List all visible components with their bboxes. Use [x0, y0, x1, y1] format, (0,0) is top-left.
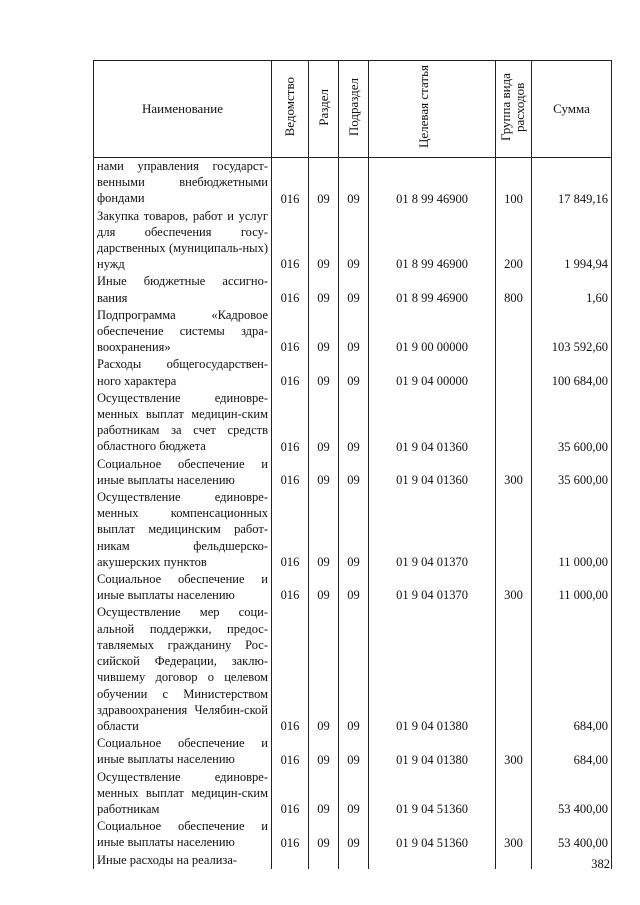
row-target: 01 8 99 46900 [369, 273, 496, 306]
row-name: Осуществление единовре-менных выплат медицин-ским работникам [94, 769, 272, 819]
row-section: 09 [309, 571, 339, 604]
row-group [496, 852, 532, 869]
table-row [94, 735, 612, 768]
row-dept: 016 [272, 489, 309, 571]
row-target: 01 9 04 51360 [369, 769, 496, 819]
row-section: 09 [309, 208, 339, 274]
row-group: 300 [496, 818, 532, 851]
table-row [94, 852, 612, 869]
row-group [496, 390, 532, 456]
header-name: Наименование [94, 61, 272, 158]
row-name: Расходы общегосударствен-ного характера [94, 356, 272, 389]
row-group: 300 [496, 571, 532, 604]
table-row [94, 307, 612, 357]
row-target: 01 8 99 46900 [369, 208, 496, 274]
row-dept: 016 [272, 390, 309, 456]
row-target: 01 9 04 01360 [369, 390, 496, 456]
row-group: 300 [496, 456, 532, 489]
row-sum: 100 684,00 [532, 356, 612, 389]
row-sum: 11 000,00 [532, 489, 612, 571]
row-subsection: 09 [339, 390, 369, 456]
row-target: 01 9 00 00000 [369, 307, 496, 357]
row-subsection: 09 [339, 456, 369, 489]
table-header-row [94, 61, 612, 158]
table-row [94, 604, 612, 735]
row-name: Социальное обеспечение и иные выплаты населению [94, 818, 272, 851]
table-row [94, 456, 612, 489]
row-dept: 016 [272, 571, 309, 604]
row-group [496, 489, 532, 571]
row-section: 09 [309, 390, 339, 456]
header-section: Раздел [309, 61, 339, 158]
table-row [94, 818, 612, 851]
row-subsection: 09 [339, 356, 369, 389]
row-subsection: 09 [339, 735, 369, 768]
row-group: 300 [496, 735, 532, 768]
row-target [369, 852, 496, 869]
row-subsection: 09 [339, 604, 369, 735]
row-section: 09 [309, 489, 339, 571]
row-target: 01 9 04 01370 [369, 489, 496, 571]
row-group: 100 [496, 158, 532, 208]
row-dept [272, 852, 309, 869]
row-subsection: 09 [339, 489, 369, 571]
row-group [496, 604, 532, 735]
row-target: 01 9 04 01370 [369, 571, 496, 604]
row-section: 09 [309, 769, 339, 819]
row-section: 09 [309, 158, 339, 208]
row-subsection: 09 [339, 273, 369, 306]
row-sum: 1,60 [532, 273, 612, 306]
row-section: 09 [309, 356, 339, 389]
row-subsection [339, 852, 369, 869]
row-dept: 016 [272, 307, 309, 357]
row-section: 09 [309, 273, 339, 306]
row-section: 09 [309, 818, 339, 851]
row-name: Социальное обеспечение и иные выплаты населению [94, 456, 272, 489]
row-sum: 53 400,00 [532, 769, 612, 819]
row-target: 01 8 99 46900 [369, 158, 496, 208]
row-sum: 684,00 [532, 604, 612, 735]
row-sum: 35 600,00 [532, 456, 612, 489]
row-target: 01 9 04 01380 [369, 735, 496, 768]
table-row [94, 769, 612, 819]
row-subsection: 09 [339, 208, 369, 274]
header-group: Группа вида расходов [496, 61, 532, 158]
row-dept: 016 [272, 356, 309, 389]
header-sum: Сумма [532, 61, 612, 158]
page-number: 382 [591, 857, 610, 871]
row-section [309, 852, 339, 869]
row-dept: 016 [272, 158, 309, 208]
row-group: 200 [496, 208, 532, 274]
row-sum: 53 400,00 [532, 818, 612, 851]
row-subsection: 09 [339, 307, 369, 357]
header-dept: Ведомство [272, 61, 309, 158]
row-dept: 016 [272, 604, 309, 735]
table-row [94, 489, 612, 571]
row-dept: 016 [272, 208, 309, 274]
row-target: 01 9 04 51360 [369, 818, 496, 851]
row-name: Социальное обеспечение и иные выплаты населению [94, 735, 272, 768]
row-dept: 016 [272, 273, 309, 306]
row-subsection: 09 [339, 571, 369, 604]
row-target: 01 9 04 00000 [369, 356, 496, 389]
row-subsection: 09 [339, 769, 369, 819]
row-subsection: 09 [339, 818, 369, 851]
row-sum: 684,00 [532, 735, 612, 768]
row-dept: 016 [272, 735, 309, 768]
header-subsection: Подраздел [339, 61, 369, 158]
row-dept: 016 [272, 769, 309, 819]
row-name: Осуществление мер соци-альной поддержки, предос-тавляемых гражданину Рос-сийской Федерации, заклю-чившему договор о целевом обучении с Министерством здравоохранения Челябин-ской области [94, 604, 272, 735]
row-sum: 103 592,60 [532, 307, 612, 357]
header-target: Целевая статья [369, 61, 496, 158]
row-sum: 11 000,00 [532, 571, 612, 604]
budget-table [93, 60, 612, 869]
row-target: 01 9 04 01380 [369, 604, 496, 735]
row-section: 09 [309, 456, 339, 489]
row-name: нами управления государст-венными внебюджетными фондами [94, 158, 272, 208]
row-dept: 016 [272, 456, 309, 489]
row-section: 09 [309, 735, 339, 768]
table-row [94, 158, 612, 208]
row-group: 800 [496, 273, 532, 306]
table-row [94, 356, 612, 389]
row-name: Иные расходы на реализа- [94, 852, 272, 869]
row-target: 01 9 04 01360 [369, 456, 496, 489]
row-sum: 17 849,16 [532, 158, 612, 208]
row-group [496, 356, 532, 389]
table-row [94, 208, 612, 274]
table-row [94, 390, 612, 456]
row-sum: 35 600,00 [532, 390, 612, 456]
row-name: Социальное обеспечение и иные выплаты населению [94, 571, 272, 604]
row-name: Осуществление единовре-менных компенсационных выплат медицинским работ-никам фельдшерско-акушерских пунктов [94, 489, 272, 571]
table-row [94, 571, 612, 604]
row-name: Подпрограмма «Кадровое обеспечение системы здра-воохранения» [94, 307, 272, 357]
row-group [496, 769, 532, 819]
table-row [94, 273, 612, 306]
row-sum: 1 994,94 [532, 208, 612, 274]
row-name: Осуществление единовре-менных выплат медицин-ским работникам за счет средств областного бюджета [94, 390, 272, 456]
row-subsection: 09 [339, 158, 369, 208]
row-section: 09 [309, 604, 339, 735]
row-dept: 016 [272, 818, 309, 851]
row-name: Иные бюджетные ассигно-вания [94, 273, 272, 306]
row-group [496, 307, 532, 357]
row-name: Закупка товаров, работ и услуг для обеспечения госу-дарственных (муниципаль-ных) нужд [94, 208, 272, 274]
row-section: 09 [309, 307, 339, 357]
